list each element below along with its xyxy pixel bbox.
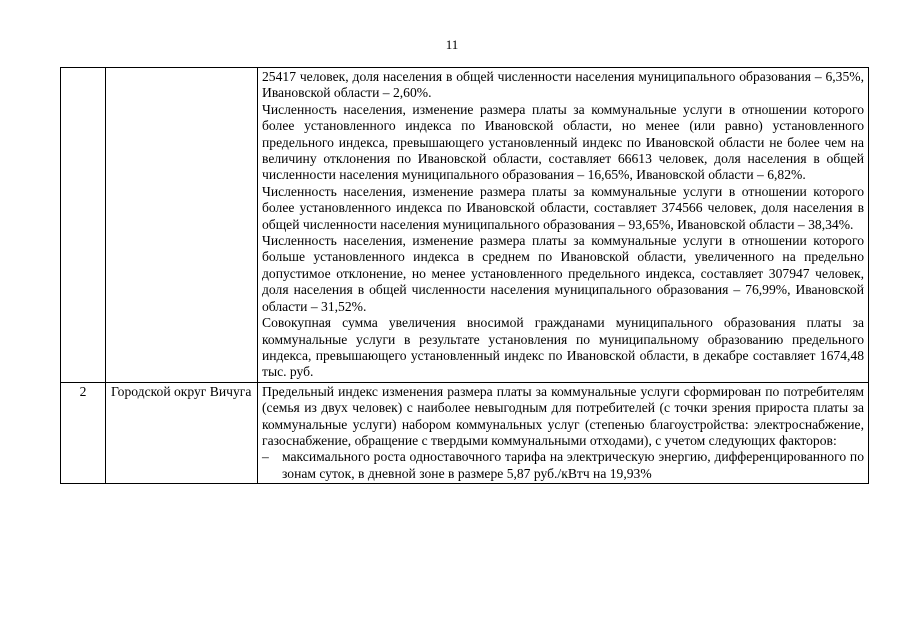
table-row — [61, 382, 869, 483]
municipality-name-cell: Городской округ Вичуга — [106, 382, 258, 483]
description-cell — [258, 68, 869, 383]
document-table — [60, 67, 869, 484]
row-number-cell: 2 — [61, 382, 106, 483]
list-item — [262, 449, 864, 482]
municipality-name-cell — [106, 68, 258, 383]
paragraph: Совокупная сумма увеличения вносимой гражданами муниципального образования платы за коммунальные услуги в результате установления по муниципальному образованию предельного индекса, превышающего установленный индекс по Ивановской области, в декабре составляет 1674,48 тыс. руб. — [262, 315, 864, 380]
paragraph: Численность населения, изменение размера платы за коммунальные услуги в отношении которого больше установленного индекса в среднем по Ивановской области, увеличенного на предельно допустимое отклонение, но менее установленного предельного индекса, составляет 307947 человек, доля населения в общей численности населения муниципального образования – 76,99%, Ивановской области – 31,52%. — [262, 233, 864, 314]
row-number-cell — [61, 68, 106, 383]
page-number: 11 — [445, 37, 459, 52]
table-row — [61, 68, 869, 383]
description-cell — [258, 382, 869, 483]
list-dash: – — [262, 449, 269, 465]
list-item-text: максимального роста одноставочного тарифа на электрическую энергию, дифференцированного по зонам суток, в дневной зоне в размере 5,87 руб./кВтч на 19,93% — [282, 449, 864, 481]
paragraph: Численность населения, изменение размера платы за коммунальные услуги в отношении которого более установленного индекса по Ивановской области, составляет 374566 человек, доля населения в общей численности населения муниципального образования – 93,65%, Ивановской области – 38,34%. — [262, 183, 864, 232]
paragraph: Предельный индекс изменения размера платы за коммунальные услуги сформирован по потребителям (семья из двух человек) с наиболее невыгодным для потребителей (с точки зрения прироста платы за коммунальные услуги) набором коммунальных услуг (степенью благоустройства: электроснабжение, газоснабжение, обращение с твердыми коммунальными отходами), с учетом следующих факторов: — [262, 383, 864, 448]
paragraph: 25417 человек, доля населения в общей численности населения муниципального образования – 6,35%, Ивановской области – 2,60%. — [262, 69, 864, 101]
paragraph: Численность населения, изменение размера платы за коммунальные услуги в отношении которого более установленного индекса по Ивановской области, но менее (или равно) установленного предельного индекса, превышающего установленный индекс по Ивановской области не более чем на величину отклонения по Ивановской области, составляет 66613 человек, доля населения в общей численности населения муниципального образования – 16,65%, Ивановской области – 6,82%. — [262, 101, 864, 183]
